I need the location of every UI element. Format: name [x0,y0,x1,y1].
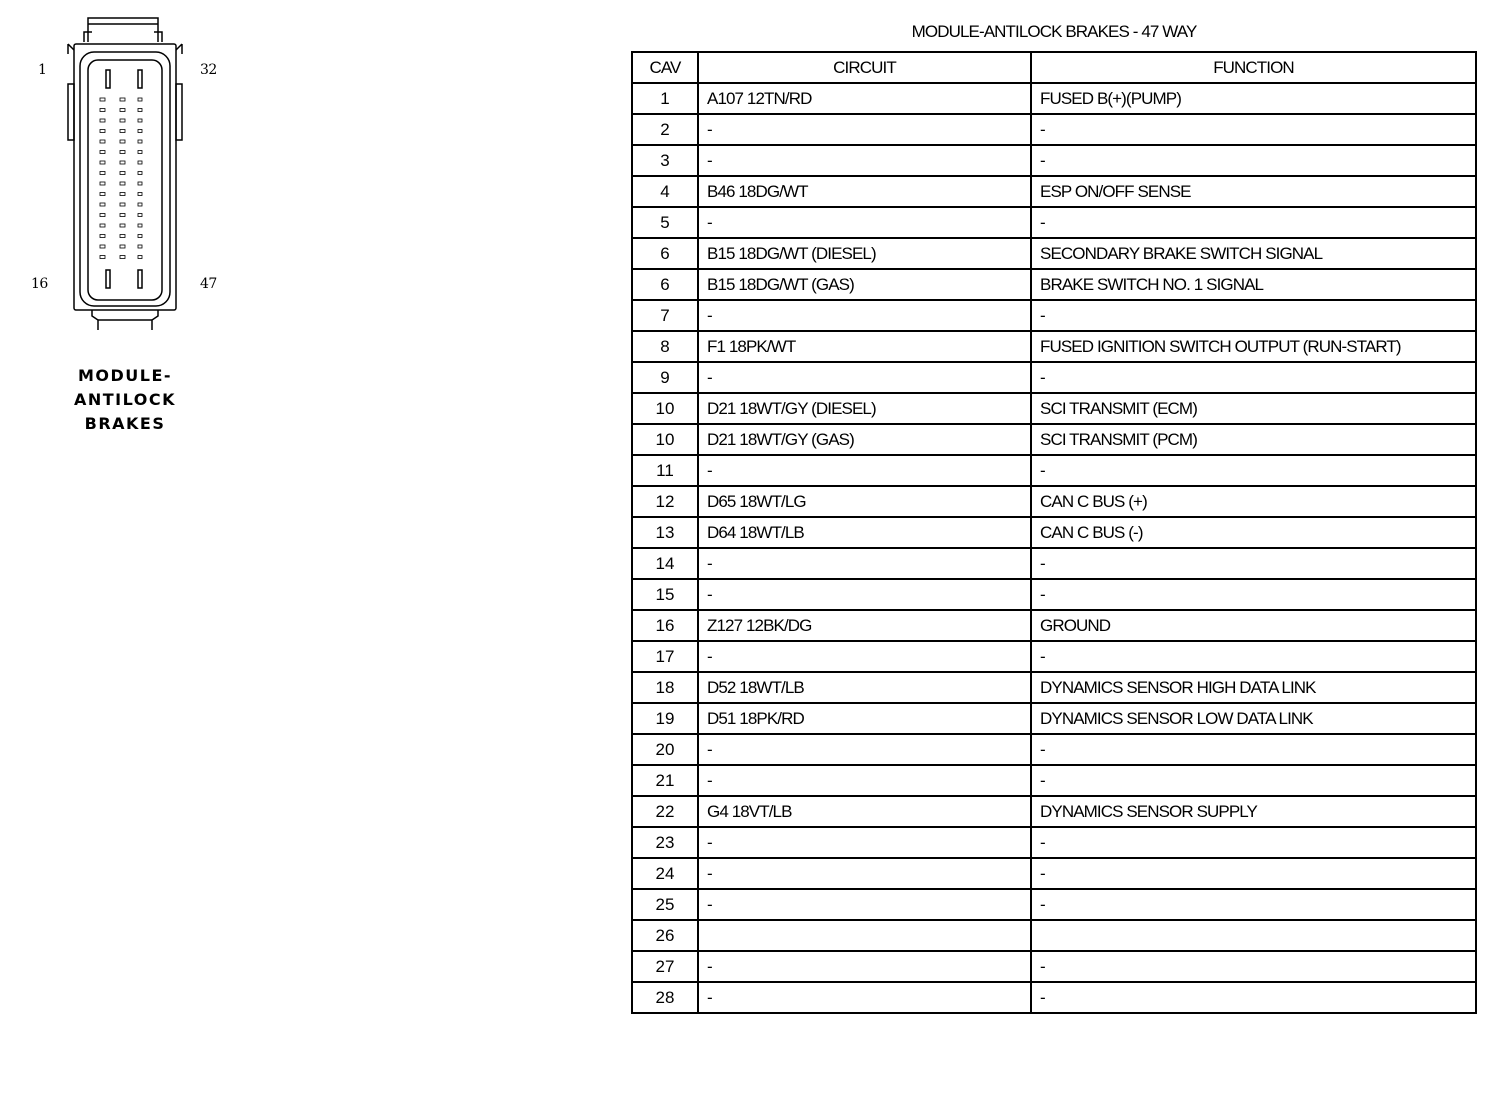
pin-hole [120,130,125,133]
table-row [632,982,1476,1013]
table-row [632,331,1476,362]
table-title: MODULE-ANTILOCK BRAKES - 47 WAY [911,22,1197,41]
pin-hole [100,172,105,175]
circuit-cell: D51 18PK/RD [698,703,1031,734]
circuit-cell: - [698,548,1031,579]
cav-cell: 11 [632,455,698,486]
cav-cell: 15 [632,579,698,610]
cav-cell: 9 [632,362,698,393]
function-cell: GROUND [1031,610,1476,641]
pin-hole [120,224,125,227]
pin-hole [100,203,105,206]
function-cell: - [1031,951,1476,982]
cav-cell: 26 [632,920,698,951]
pin-hole [100,182,105,185]
function-cell: - [1031,827,1476,858]
table-row [632,83,1476,114]
pin-hole [138,256,142,259]
cav-cell: 10 [632,393,698,424]
table-row [632,424,1476,455]
pin-hole [138,235,142,238]
header-cav: CAV [632,52,698,83]
table-row [632,362,1476,393]
pin-hole [100,193,105,196]
function-cell: DYNAMICS SENSOR SUPPLY [1031,796,1476,827]
table-row [632,920,1476,951]
pin-hole [120,172,125,175]
circuit-cell: B15 18DG/WT (GAS) [698,269,1031,300]
circuit-cell: - [698,207,1031,238]
function-cell: - [1031,145,1476,176]
pin-hole [138,98,142,101]
table-row [632,548,1476,579]
pin-hole [100,119,105,122]
pin-hole [120,119,125,122]
function-cell: - [1031,858,1476,889]
cav-cell: 6 [632,269,698,300]
pin-hole [120,151,125,154]
circuit-cell: B15 18DG/WT (DIESEL) [698,238,1031,269]
table-row [632,207,1476,238]
cav-cell: 3 [632,145,698,176]
pin-hole [100,130,105,133]
pin-hole [138,245,142,248]
pin-hole [120,182,125,185]
circuit-cell: F1 18PK/WT [698,331,1031,362]
table-row [632,579,1476,610]
cav-cell: 7 [632,300,698,331]
pin-hole [120,109,125,112]
pin-hole [138,161,142,164]
function-cell: DYNAMICS SENSOR LOW DATA LINK [1031,703,1476,734]
pin-hole [120,140,125,143]
circuit-cell: G4 18VT/LB [698,796,1031,827]
circuit-cell: B46 18DG/WT [698,176,1031,207]
circuit-cell: D65 18WT/LG [698,486,1031,517]
function-cell: FUSED B(+)(PUMP) [1031,83,1476,114]
cav-cell: 23 [632,827,698,858]
table-row [632,703,1476,734]
function-cell: - [1031,455,1476,486]
pin-hole [120,214,125,217]
pinout-table [631,51,1477,1014]
circuit-cell: - [698,765,1031,796]
function-cell: - [1031,548,1476,579]
table-row [632,300,1476,331]
pin-hole [138,224,142,227]
pin-hole [100,161,105,164]
function-cell: - [1031,982,1476,1013]
cav-cell: 19 [632,703,698,734]
circuit-cell: - [698,114,1031,145]
circuit-cell: - [698,951,1031,982]
pin-hole [120,203,125,206]
pin-hole [138,109,142,112]
pin-hole [138,130,142,133]
cav-cell: 5 [632,207,698,238]
cav-cell: 22 [632,796,698,827]
pin-hole [100,245,105,248]
table-row [632,889,1476,920]
circuit-cell: - [698,982,1031,1013]
pin-label-1: 1 [38,62,47,78]
function-cell: - [1031,734,1476,765]
cav-cell: 4 [632,176,698,207]
cav-cell: 17 [632,641,698,672]
pin-hole [138,203,142,206]
pin-hole [120,98,125,101]
circuit-cell: - [698,889,1031,920]
table-row [632,672,1476,703]
pin-hole [138,151,142,154]
function-cell: - [1031,641,1476,672]
pin-hole [138,193,142,196]
circuit-cell: D21 18WT/GY (DIESEL) [698,393,1031,424]
cav-cell: 6 [632,238,698,269]
pin-hole [100,224,105,227]
caption-line: MODULE- [77,366,173,385]
cav-cell: 27 [632,951,698,982]
pin-holes [100,98,142,259]
circuit-cell: D64 18WT/LB [698,517,1031,548]
pin-hole [120,256,125,259]
cav-cell: 28 [632,982,698,1013]
function-cell: - [1031,579,1476,610]
caption-line: ANTILOCK [73,390,176,409]
function-cell: - [1031,207,1476,238]
pin-hole [120,193,125,196]
function-cell: - [1031,300,1476,331]
cav-cell: 2 [632,114,698,145]
table-row [632,796,1476,827]
pin-hole [100,98,105,101]
cav-cell: 21 [632,765,698,796]
table-row [632,455,1476,486]
pin-hole [120,235,125,238]
circuit-cell [698,920,1031,951]
circuit-cell: - [698,455,1031,486]
table-row [632,269,1476,300]
table-row [632,858,1476,889]
function-cell: SCI TRANSMIT (ECM) [1031,393,1476,424]
cav-cell: 13 [632,517,698,548]
circuit-cell: A107 12TN/RD [698,83,1031,114]
pin-hole [138,172,142,175]
circuit-cell: - [698,579,1031,610]
table-row [632,951,1476,982]
circuit-cell: - [698,827,1031,858]
circuit-cell: Z127 12BK/DG [698,610,1031,641]
function-cell: FUSED IGNITION SWITCH OUTPUT (RUN-START) [1031,331,1476,362]
table-row [632,114,1476,145]
pin-hole [138,182,142,185]
pin-hole [100,151,105,154]
cav-cell: 18 [632,672,698,703]
cav-cell: 14 [632,548,698,579]
function-cell: DYNAMICS SENSOR HIGH DATA LINK [1031,672,1476,703]
cav-cell: 24 [632,858,698,889]
function-cell: SCI TRANSMIT (PCM) [1031,424,1476,455]
pin-hole [100,140,105,143]
pin-label-32: 32 [200,62,217,78]
header-function: FUNCTION [1031,52,1476,83]
table-header-row [632,52,1476,83]
pin-hole [138,140,142,143]
table-row [632,393,1476,424]
circuit-cell: - [698,145,1031,176]
table-row [632,238,1476,269]
caption-line: BRAKES [84,414,166,433]
pin-label-47: 47 [200,276,217,292]
circuit-cell: - [698,362,1031,393]
function-cell: SECONDARY BRAKE SWITCH SIGNAL [1031,238,1476,269]
header-circuit: CIRCUIT [698,52,1031,83]
cav-cell: 20 [632,734,698,765]
circuit-cell: - [698,734,1031,765]
function-cell: CAN C BUS (+) [1031,486,1476,517]
pin-hole [120,245,125,248]
table-row [632,486,1476,517]
function-cell: - [1031,362,1476,393]
table-row [632,145,1476,176]
pin-hole [100,235,105,238]
connector-caption [60,364,190,436]
circuit-cell: - [698,300,1031,331]
cav-cell: 16 [632,610,698,641]
pin-hole [138,119,142,122]
table-row [632,765,1476,796]
table-row [632,176,1476,207]
table-row [632,517,1476,548]
pin-hole [138,214,142,217]
pin-hole [100,214,105,217]
function-cell [1031,920,1476,951]
circuit-cell: - [698,858,1031,889]
table-row [632,641,1476,672]
function-cell: - [1031,114,1476,145]
pin-hole [100,256,105,259]
table-row [632,734,1476,765]
table-row [632,827,1476,858]
pin-hole [100,109,105,112]
cav-cell: 10 [632,424,698,455]
cav-cell: 12 [632,486,698,517]
function-cell: - [1031,765,1476,796]
pin-hole [120,161,125,164]
circuit-cell: D21 18WT/GY (GAS) [698,424,1031,455]
circuit-cell: D52 18WT/LB [698,672,1031,703]
table-row [632,610,1476,641]
cav-cell: 1 [632,83,698,114]
pin-label-16: 16 [31,276,48,292]
function-cell: ESP ON/OFF SENSE [1031,176,1476,207]
function-cell: BRAKE SWITCH NO. 1 SIGNAL [1031,269,1476,300]
function-cell: - [1031,889,1476,920]
function-cell: CAN C BUS (-) [1031,517,1476,548]
cav-cell: 8 [632,331,698,362]
circuit-cell: - [698,641,1031,672]
cav-cell: 25 [632,889,698,920]
